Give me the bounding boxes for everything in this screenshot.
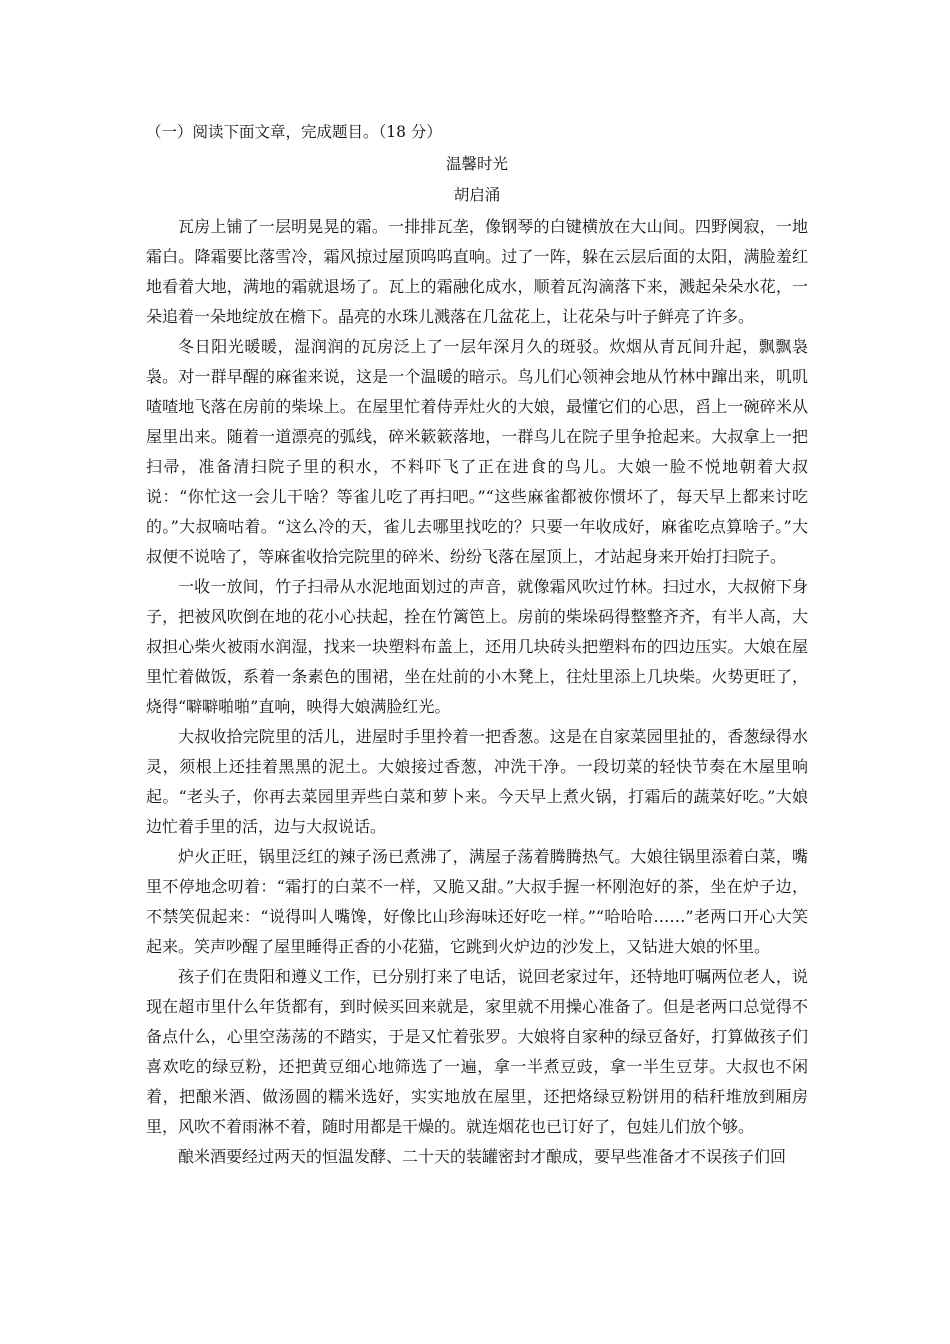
paragraph: 孩子们在贵阳和遵义工作，已分别打来了电话，说回老家过年，还特地叮嘱两位老人，说现在超市里什么年货都有，到时候买回来就是，家里就不用操心准备了。但是老两口总觉得不备点什么，心里空荡荡的不踏实，于是又忙着张罗。大娘将自家种的绿豆备好，打算做孩子们喜欢吃的绿豆粉，还把黄豆细心地筛选了一遍，拿一半煮豆豉，拿一半生豆芽。大叔也不闲着，把酿米酒、做汤圆的糯米选好，实实地放在屋里，还把烙绿豆粉饼用的秸秆堆放到厢房里，风吹不着雨淋不着，随时用都是干燥的。就连烟花也已订好了，包娃儿们放个够。: [146, 967, 808, 1136]
paragraph: 瓦房上铺了一层明晃晃的霜。一排排瓦垄，像钢琴的白键横放在大山间。四野阒寂，一地霜白。降霜要比落雪冷，霜风掠过屋顶呜呜直响。过了一阵，躲在云层后面的太阳，满脸羞红地看着大地，满地的霜就退场了。瓦上的霜融化成水，顺着瓦沟滴落下来，溅起朵朵水花，一朵追着一朵地绽放在檐下。晶亮的水珠儿溅落在几盆花上，让花朵与叶子鲜亮了许多。: [146, 217, 808, 326]
document-page: [146, 118, 808, 1172]
paragraph: 冬日阳光暖暖，湿润润的瓦房泛上了一层年深月久的斑驳。炊烟从青瓦间升起，飘飘袅袅。对一群早醒的麻雀来说，这是一个温暖的暗示。鸟儿们心领神会地从竹林中蹿出来，叽叽喳喳地飞落在房前的柴垛上。在屋里忙着侍弄灶火的大娘，最懂它们的心思，舀上一碗碎米从屋里出来。随着一道漂亮的弧线，碎米簌簌落地，一群鸟儿在院子里争抢起来。大叔拿上一把扫帚，准备清扫院子里的积水，不料吓飞了正在进食的鸟儿。大娘一脸不悦地朝着大叔说：“你忙这一会儿干啥？等雀儿吃了再扫吧。”“这些麻雀都被你惯坏了，每天早上都来讨吃的。”大叔嘀咕着。“这么冷的天，雀儿去哪里找吃的？只要一年收成好，麻雀吃点算啥子。”大叔便不说啥了，等麻雀收拾完院里的碎米、纷纷飞落在屋顶上，才站起身来开始打扫院子。: [146, 337, 808, 566]
section-heading: （一）阅读下面文章，完成题目。（18 分）: [146, 123, 442, 141]
paragraph: 大叔收拾完院里的活儿，进屋时手里拎着一把香葱。这是在自家菜园里扯的，香葱绿得水灵，须根上还挂着黑黑的泥土。大娘接过香葱，冲洗干净。一段切菜的轻快节奏在木屋里响起。“老头子，你再去菜园里弄些白菜和萝卜来。今天早上煮火锅，打霜后的蔬菜好吃。”大娘边忙着手里的活，边与大叔说话。: [146, 727, 808, 836]
article-body: [146, 212, 808, 1172]
paragraph: 炉火正旺，锅里泛红的辣子汤已煮沸了，满屋子荡着腾腾热气。大娘往锅里添着白菜，嘴里不停地念叨着：“霜打的白菜不一样，又脆又甜。”大叔手握一杯刚泡好的茶，坐在炉子边，不禁笑侃起来：“说得叫人嘴馋，好像比山珍海味还好吃一样。”“哈哈哈……”老两口开心大笑起来。笑声吵醒了屋里睡得正香的小花猫，它跳到火炉边的沙发上，又钻进大娘的怀里。: [146, 847, 808, 956]
article-author: 胡启涌: [453, 186, 501, 204]
article-title: 温馨时光: [445, 155, 508, 173]
paragraph: 一收一放间，竹子扫帚从水泥地面划过的声音，就像霜风吹过竹林。扫过水，大叔俯下身子，把被风吹倒在地的花小心扶起，拴在竹篱笆上。房前的柴垛码得整整齐齐，有半人高，大叔担心柴火被雨水润湿，找来一块塑料布盖上，还用几块砖头把塑料布的四边压实。大娘在屋里忙着做饭，系着一条素色的围裙，坐在灶前的小木凳上，往灶里添上几块柴。火势更旺了，烧得“噼噼啪啪”直响，映得大娘满脸红光。: [146, 577, 808, 716]
paragraph: 酿米酒要经过两天的恒温发酵、二十天的装罐密封才酿成，要早些准备才不误孩子们回: [178, 1147, 787, 1166]
